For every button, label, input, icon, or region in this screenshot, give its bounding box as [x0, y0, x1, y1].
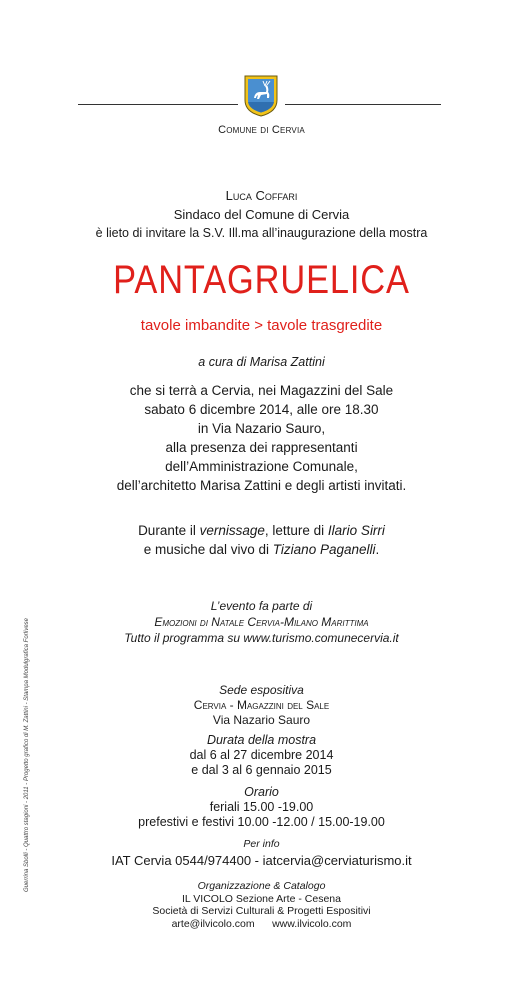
- duration-line-1: dal 6 al 27 dicembre 2014: [189, 748, 334, 762]
- exhibition-subtitle: tavole imbandite > tavole trasgredite: [140, 317, 383, 334]
- duration-label: Durata della mostra: [206, 733, 317, 747]
- venue-name: Cervia - Magazzini del Sale: [193, 698, 330, 712]
- details-line-6: dell’architetto Marisa Zattini e degli artisti invitati.: [116, 478, 407, 493]
- details-line-1: che si terrà a Cervia, nei Magazzini del Sale: [129, 383, 394, 398]
- organization-contacts[interactable]: arte@ilvicolo.com www.ilvicolo.com: [171, 917, 352, 930]
- duration-line-2: e dal 3 al 6 gennaio 2015: [191, 763, 332, 777]
- info-line[interactable]: IAT Cervia 0544/974400 - iatcervia@cerviaturismo.it: [111, 853, 412, 868]
- details-block: [0, 381, 523, 495]
- duration-block: [0, 733, 523, 778]
- host-role: Sindaco del Comune di Cervia: [173, 207, 350, 222]
- vernissage-line-2: e musiche dal vivo di Tiziano Paganelli.: [143, 542, 380, 557]
- event-block: [0, 598, 523, 646]
- exhibition-title: PANTAGRUELICA: [113, 258, 410, 302]
- event-website[interactable]: Tutto il programma su www.turismo.comunecervia.it: [124, 631, 399, 645]
- vernissage-line-1: Durante il vernissage, letture di Ilario Sirri: [138, 523, 385, 538]
- event-line-2: Emozioni di Natale Cervia-Milano Marittima: [154, 615, 369, 629]
- organization-line-1: IL VICOLO Sezione Arte - Cesena: [182, 892, 341, 905]
- cervia-crest-logo: [243, 74, 279, 118]
- organization-line-2: Società di Servizi Culturali & Progetti Espositivi: [152, 905, 371, 917]
- details-line-3: in Via Nazario Sauro,: [197, 421, 326, 436]
- header-rule-left: [78, 104, 238, 105]
- venue-block: [0, 683, 523, 728]
- hours-line-2: prefestivi e festivi 10.00 -12.00 / 15.00-19.00: [138, 815, 385, 829]
- vernissage-block: [0, 521, 523, 559]
- org-name: Comune di Cervia: [218, 124, 305, 136]
- organization-label: Organizzazione & Catalogo: [197, 880, 326, 892]
- vertical-credits: Guerrina Sbolli - Quattro stagioni - 2011 - Progetto grafico di M. Zattini - Stampa Modulgrafica Forlivese: [24, 617, 30, 892]
- hours-label: Orario: [244, 785, 279, 799]
- host-name: Luca Coffari: [225, 188, 298, 203]
- hours-line-1: feriali 15.00 -19.00: [209, 800, 314, 814]
- event-line-1: L’evento fa parte di: [210, 599, 313, 613]
- info-label: Per info: [243, 838, 280, 850]
- details-line-5: dell’Amministrazione Comunale,: [165, 459, 358, 474]
- venue-address: Via Nazario Sauro: [212, 713, 311, 727]
- curator: a cura di Marisa Zattini: [198, 355, 325, 369]
- host-text: è lieto di invitare la S.V. Ill.ma all’inaugurazione della mostra: [95, 226, 428, 240]
- venue-label: Sede espositiva: [219, 683, 304, 697]
- hours-block: [0, 785, 523, 830]
- details-line-2: sabato 6 dicembre 2014, alle ore 18.30: [144, 402, 379, 417]
- organization-block: [0, 880, 523, 930]
- details-line-4: alla presenza dei rappresentanti: [165, 440, 358, 455]
- header-rule-right: [285, 104, 441, 105]
